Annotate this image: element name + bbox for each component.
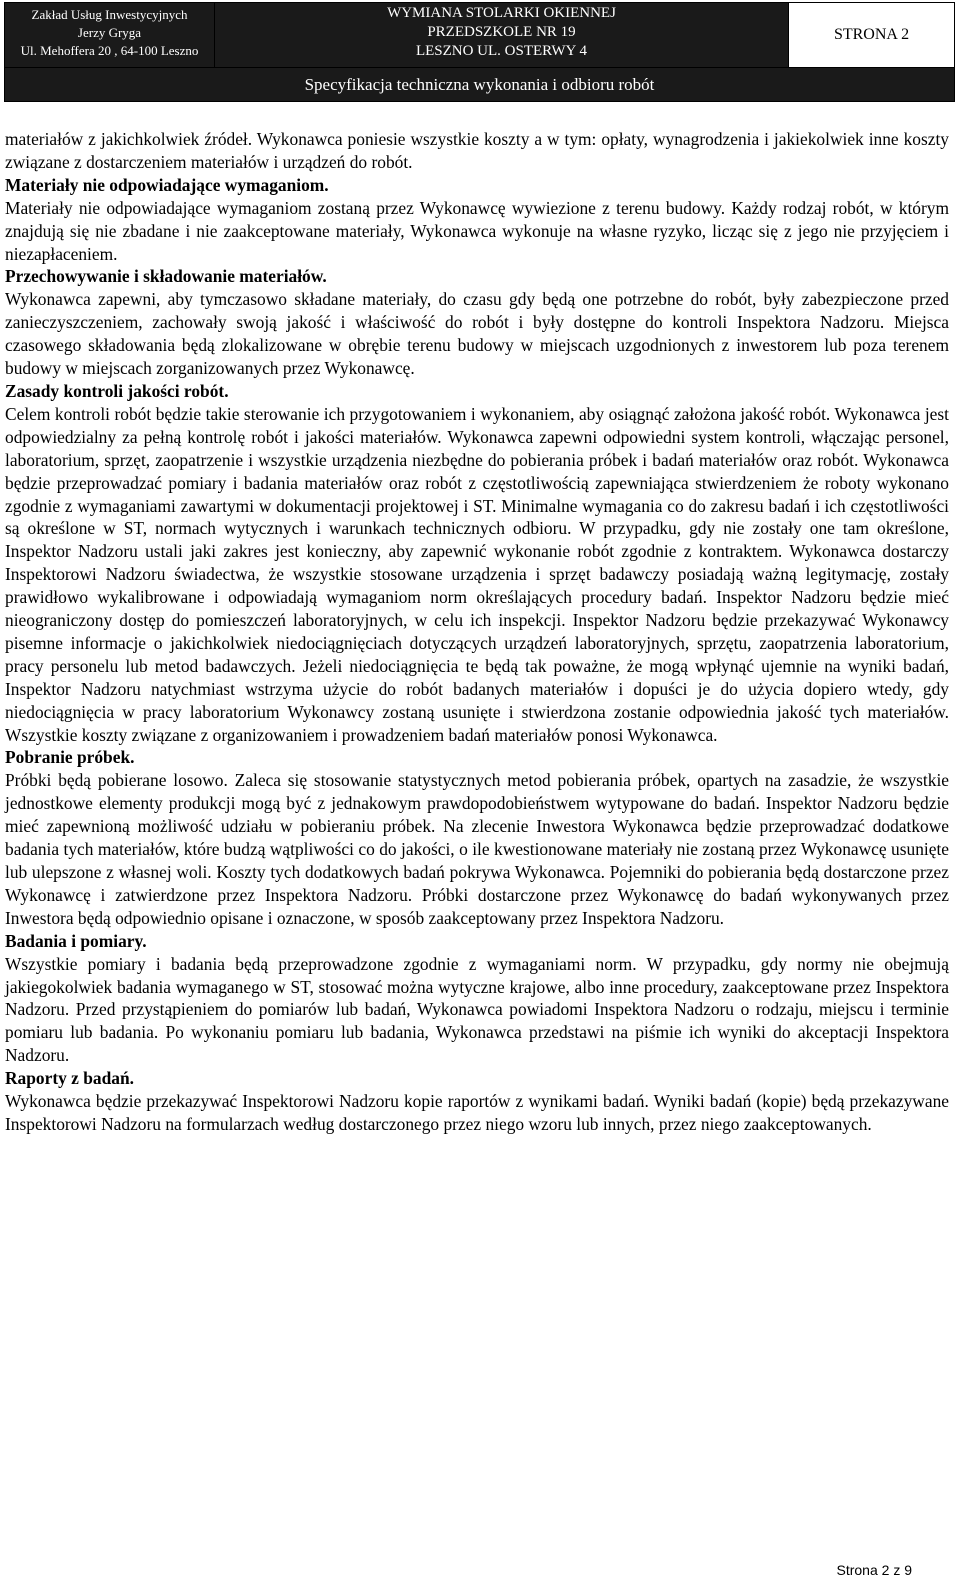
section-heading: Materiały nie odpowiadające wymaganiom. bbox=[5, 174, 329, 195]
company-info bbox=[5, 3, 215, 67]
page-number: Strona 2 z 9 bbox=[836, 1562, 912, 1578]
paragraph: Wszystkie pomiary i badania będą przeprowadzone zgodnie z wymaganiami norm. W przypadku, gdy normy nie obejmują jakiegokolwiek badania wymaganego w ST, stosować można wytyczne krajowe, albo inne procedury, zaakceptowane przez Inspektora Nadzoru. Przed przystąpieniem do pomiarów lub badań, Wykonawca powiadomi Inspektora Nadzoru o rodzaju, miejscu i terminie pomiaru lub badania. Po wykonaniu pomiaru lub badania, Wykonawca przedstawi na piśmie ich wyniki do akceptacji Inspektora Nadzoru. bbox=[5, 953, 949, 1066]
section-heading: Raporty z badań. bbox=[5, 1068, 134, 1089]
project-info bbox=[215, 3, 789, 67]
document-body bbox=[5, 128, 949, 1136]
section-heading: Pobranie próbek. bbox=[5, 747, 135, 768]
project-title: WYMIANA STOLARKI OKIENNEJ bbox=[387, 5, 616, 21]
paragraph: Wykonawca zapewni, aby tymczasowo składane materiały, do czasu gdy będą one potrzebne do robót, były zabezpieczone przed zanieczyszczeniem, zachowały swoją jakość i właściwość do robót i były dostępne do kontroli Inspektora Nadzoru. Miejsca czasowego składowania będą zlokalizowane w obrębie terenu budowy w miejscach uzgodnionych z inwestorem lub poza terenem budowy w miejscach zorganizowanych przez Wykonawcę. bbox=[5, 289, 949, 379]
company-owner: Jerzy Gryga bbox=[77, 25, 142, 40]
paragraph: Materiały nie odpowiadające wymaganiom zostaną przez Wykonawcę wywiezione z terenu budowy. Każdy rodzaj robót, w którym znajdują się nie zbadane i nie zaakceptowane materiały, Wykonawca wykonuje na własne ryzyko, licząc się z jego nie przyjęciem i niezapłaceniem. bbox=[5, 197, 949, 264]
document-subtitle: Specyfikacja techniczna wykonania i odbioru robót bbox=[5, 67, 954, 101]
paragraph: Wykonawca będzie przekazywać Inspektorowi Nadzoru kopie raportów z wynikami badań. Wyniki badań (kopie) będą przekazywane Inspektorowi Nadzoru na formularzach według dostarczonego przez niego wzoru lub innych, przez niego zaakceptowanych. bbox=[5, 1091, 949, 1134]
project-location: LESZNO UL. OSTERWY 4 bbox=[415, 43, 588, 59]
section-heading: Przechowywanie i składowanie materiałów. bbox=[5, 266, 327, 287]
paragraph: materiałów z jakichkolwiek źródeł. Wykonawca poniesie wszystkie koszty a w tym: opłaty, wynagrodzenia i jakiekolwiek inne koszty związane z dostarczeniem materiałów i urządzeń do robót. bbox=[5, 129, 949, 172]
paragraph: Celem kontroli robót będzie takie sterowanie ich przygotowaniem i wykonaniem, aby osiągnąć założona jakość robót. Wykonawca jest odpowiedzialny za pełną kontrolę robót i jakości materiałów. Wykonawca zapewni odpowiedni system kontroli, włączając personel, laboratorium, sprzęt, zaopatrzenie i wszystkie urządzenia niezbędne do pobierania próbek i badań materiałów oraz robót. Wykonawca będzie przeprowadzać pomiary i badania materiałów oraz robót z częstotliwością zapewniająca stwierdzeniem że roboty wykonano zgodnie z wymaganiami zawartymi w dokumentacji projektowej i ST. Minimalne wymagania co do zakresu badań i ich częstotliwości są określone w ST, normach wytycznych i warunkach technicznych odbioru. W przypadku, gdy nie zostały one tam określone, Inspektor Nadzoru ustali jaki zakres jest konieczny, aby zapewnić wykonanie robót zgodnie z kontraktem. Wykonawca dostarczy Inspektorowi Nadzoru świadectwa, że wszystkie stosowane urządzenia i sprzęt badawczy posiadają ważną legitymację, zostały prawidłowo wykalibrowane i odpowiadają wymaganiom norm określających procedury badań. Inspektor Nadzoru będzie mieć nieograniczony dostęp do pomieszczeń laboratoryjnych, w celu ich inspekcji. Inspektor Nadzoru będzie przekazywać Wykonawcy pisemne informacje o jakichkolwiek niedociągnięciach dotyczących urządzeń laboratoryjnych, sprzętu, zaopatrzenia laboratorium, pracy personelu lub metod badawczych. Jeżeli niedociągnięcia te będą tak poważne, że mogą wpłynąć ujemnie na wyniki badań, Inspektor Nadzoru natychmiast wstrzyma użycie do robót badanych materiałów i dopuści je do użycia dopiero wtedy, gdy niedociągnięcia w pracy laboratorium Wykonawcy zostaną usunięte i stwierdzona zostanie odpowiednia jakość tych materiałów. Wszystkie koszty związane z organizowaniem i prowadzeniem badań materiałów ponosi Wykonawca. bbox=[5, 403, 949, 745]
section-heading: Zasady kontroli jakości robót. bbox=[5, 380, 229, 401]
company-address: Ul. Mehoffera 20 , 64-100 Leszno bbox=[20, 43, 199, 58]
project-site: PRZEDSZKOLE NR 19 bbox=[427, 24, 576, 40]
document-header bbox=[4, 2, 955, 102]
company-name: Zakład Usług Inwestycyjnych bbox=[31, 7, 188, 22]
header-page-label: STRONA 2 bbox=[833, 26, 910, 43]
section-heading: Badania i pomiary. bbox=[5, 930, 147, 951]
paragraph: Próbki będą pobierane losowo. Zaleca się stosowanie statystycznych metod pobierania próbek, opartych na zasadzie, że wszystkie jednostkowe elementy produkcji mogą być z jednakowym prawdopodobieństwem wytypowane do badań. Inspektor Nadzoru będzie mieć zapewnioną możliwość udziału w pobieraniu próbek. Na zlecenie Inwestora Wykonawca będzie przeprowadzać dodatkowe badania tych materiałów, które budzą wątpliwości co do jakości, o ile kwestionowane materiały nie zostaną przez Wykonawcę usunięte lub ulepszone z własnej woli. Koszty tych dodatkowych badań pokrywa Wykonawca. Pojemniki do pobierania będą dostarczone przez Wykonawcę i zatwierdzone przez Inspektora Nadzoru. Próbki dostarczone przez Wykonawcę do badań wykonywanych przez Inwestora będą odpowiednio opisane i oznaczone, w sposób zaakceptowany przez Inspektora Nadzoru. bbox=[5, 770, 949, 928]
